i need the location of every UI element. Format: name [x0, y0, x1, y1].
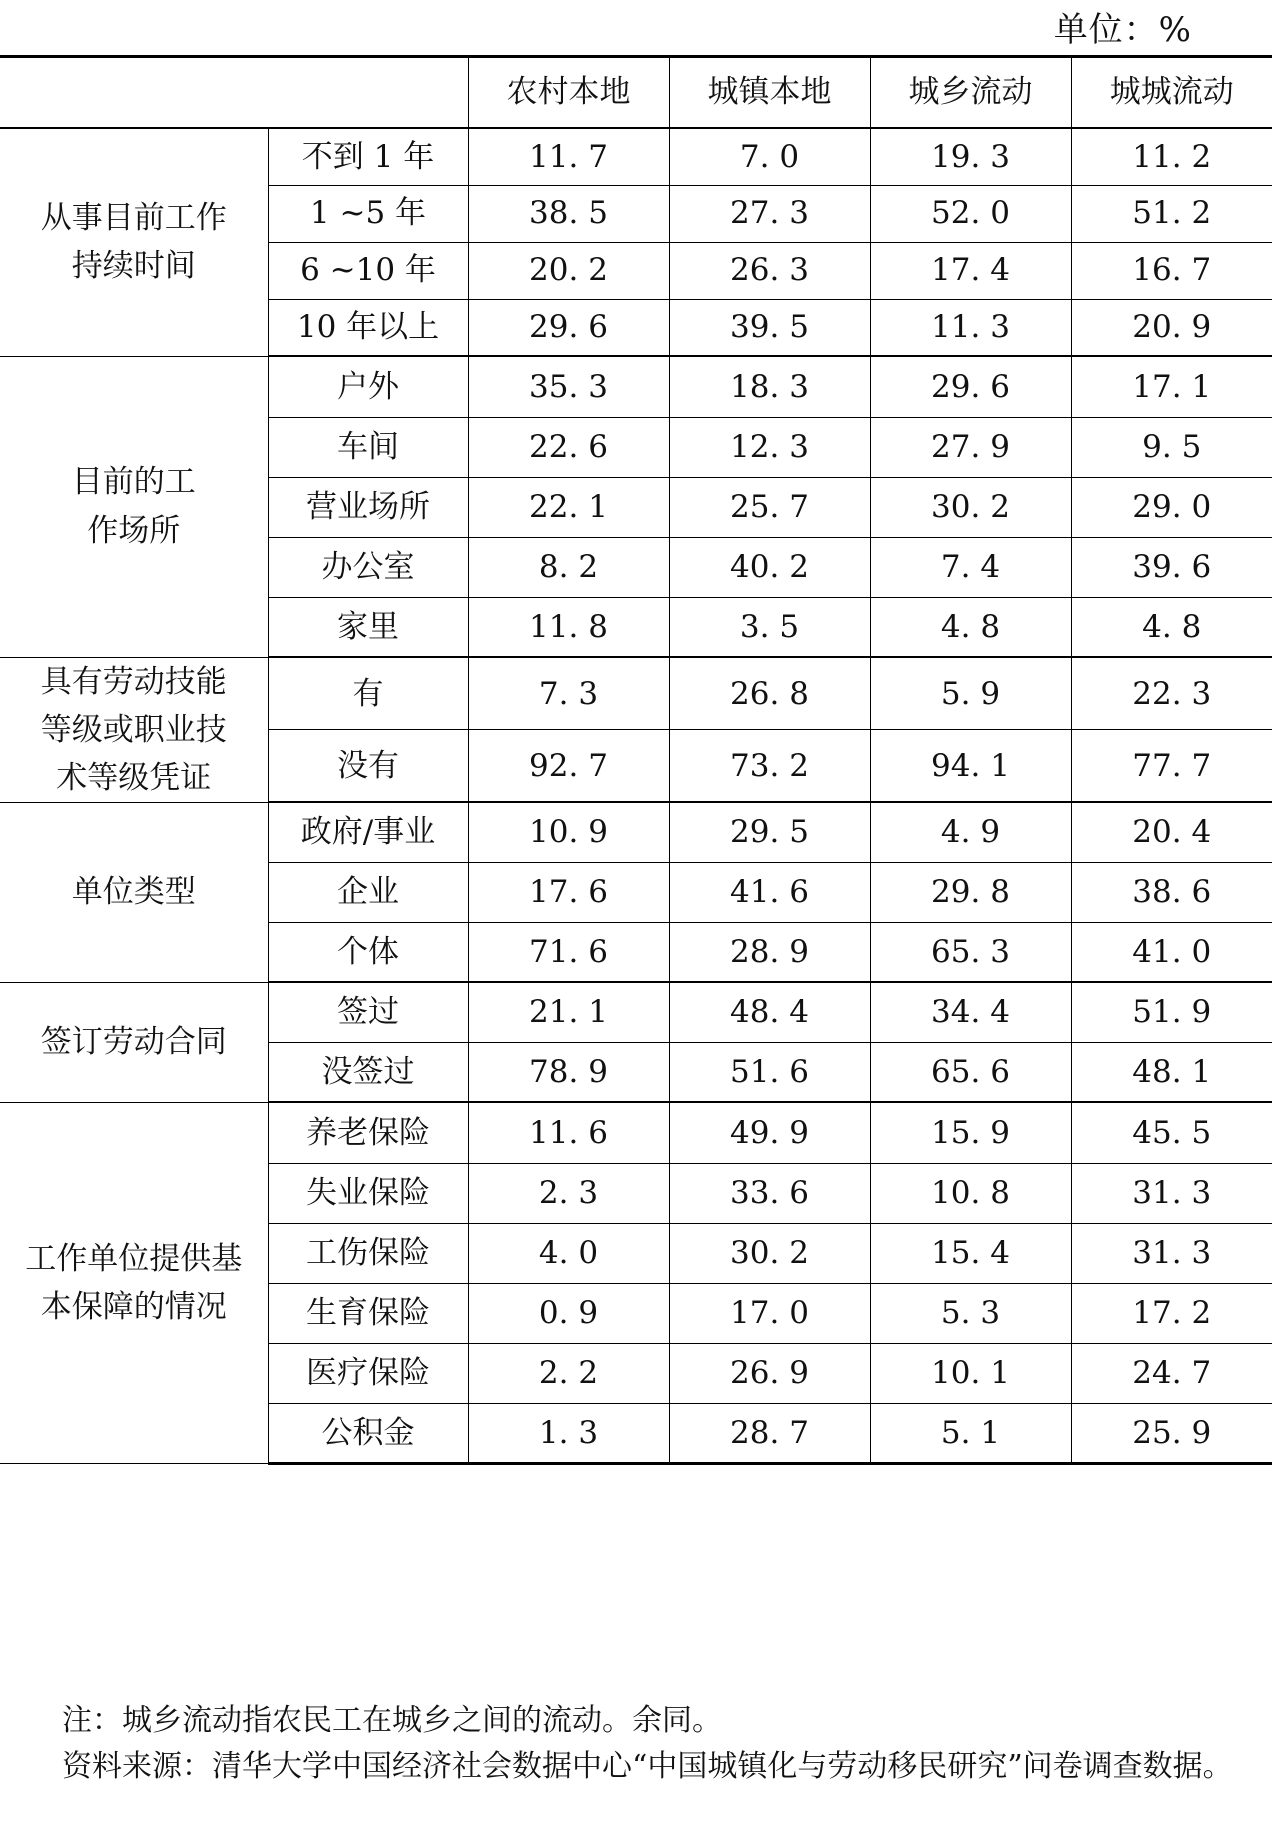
- value-cell: 73. 2: [669, 730, 870, 803]
- row-label: 家里: [268, 597, 468, 657]
- column-header: 城乡流动: [870, 57, 1071, 129]
- row-label: 户外: [268, 356, 468, 417]
- value-cell: 3. 5: [669, 597, 870, 657]
- value-cell: 10. 1: [870, 1343, 1071, 1403]
- column-header: 农村本地: [468, 57, 669, 129]
- table-body: [0, 128, 1272, 1463]
- row-label: 签过: [268, 982, 468, 1042]
- value-cell: 10. 8: [870, 1163, 1071, 1223]
- value-cell: 28. 9: [669, 922, 870, 982]
- value-cell: 24. 7: [1071, 1343, 1272, 1403]
- value-cell: 17. 4: [870, 242, 1071, 299]
- value-cell: 17. 2: [1071, 1283, 1272, 1343]
- value-cell: 25. 7: [669, 477, 870, 537]
- category-text: 单位类型: [71, 874, 196, 911]
- value-cell: 17. 0: [669, 1283, 870, 1343]
- value-cell: 51. 9: [1071, 982, 1272, 1042]
- column-header: 城城流动: [1071, 57, 1272, 129]
- value-cell: 30. 2: [870, 477, 1071, 537]
- value-cell: 26. 8: [669, 657, 870, 730]
- value-cell: 4. 9: [870, 802, 1071, 862]
- value-cell: 77. 7: [1071, 730, 1272, 803]
- row-label: 办公室: [268, 537, 468, 597]
- value-cell: 29. 8: [870, 862, 1071, 922]
- value-cell: 9. 5: [1071, 417, 1272, 477]
- value-cell: 71. 6: [468, 922, 669, 982]
- value-cell: 65. 3: [870, 922, 1071, 982]
- value-cell: 35. 3: [468, 356, 669, 417]
- value-cell: 2. 3: [468, 1163, 669, 1223]
- value-cell: 10. 9: [468, 802, 669, 862]
- table-row: [0, 1102, 1272, 1163]
- row-label: 不到 1 年: [268, 128, 468, 185]
- category-cell: [0, 128, 268, 356]
- value-cell: 2. 2: [468, 1343, 669, 1403]
- value-cell: 15. 9: [870, 1102, 1071, 1163]
- row-label: 有: [268, 657, 468, 730]
- value-cell: 45. 5: [1071, 1102, 1272, 1163]
- value-cell: 41. 0: [1071, 922, 1272, 982]
- value-cell: 30. 2: [669, 1223, 870, 1283]
- value-cell: 39. 6: [1071, 537, 1272, 597]
- category-cell: [0, 1102, 268, 1463]
- row-label: 没签过: [268, 1042, 468, 1102]
- value-cell: 78. 9: [468, 1042, 669, 1102]
- value-cell: 12. 3: [669, 417, 870, 477]
- row-label: 6 ~10 年: [268, 242, 468, 299]
- value-cell: 92. 7: [468, 730, 669, 803]
- value-cell: 22. 1: [468, 477, 669, 537]
- source-text: 资料来源：清华大学中国经济社会数据中心“中国城镇化与劳动移民研究”问卷调查数据。: [62, 1749, 1233, 1784]
- category-text: 签订劳动合同: [40, 1024, 227, 1061]
- value-cell: 94. 1: [870, 730, 1071, 803]
- value-cell: 20. 9: [1071, 299, 1272, 356]
- value-cell: 41. 6: [669, 862, 870, 922]
- value-cell: 4. 8: [870, 597, 1071, 657]
- value-cell: 18. 3: [669, 356, 870, 417]
- value-cell: 17. 1: [1071, 356, 1272, 417]
- data-table: [0, 55, 1272, 1465]
- notes: [20, 1698, 1270, 1790]
- value-cell: 4. 0: [468, 1223, 669, 1283]
- value-cell: 20. 2: [468, 242, 669, 299]
- value-cell: 1. 3: [468, 1403, 669, 1463]
- value-cell: 19. 3: [870, 128, 1071, 185]
- row-label: 营业场所: [268, 477, 468, 537]
- value-cell: 17. 6: [468, 862, 669, 922]
- value-cell: 39. 5: [669, 299, 870, 356]
- category-cell: [0, 802, 268, 982]
- value-cell: 51. 6: [669, 1042, 870, 1102]
- value-cell: 28. 7: [669, 1403, 870, 1463]
- table-row: [0, 356, 1272, 417]
- table-row: [0, 657, 1272, 730]
- value-cell: 48. 4: [669, 982, 870, 1042]
- value-cell: 33. 6: [669, 1163, 870, 1223]
- row-label: 工伤保险: [268, 1223, 468, 1283]
- value-cell: 26. 9: [669, 1343, 870, 1403]
- value-cell: 11. 8: [468, 597, 669, 657]
- table-row: [0, 128, 1272, 185]
- category-text: 从事目前工作持续时间: [40, 200, 227, 285]
- value-cell: 27. 3: [669, 185, 870, 242]
- value-cell: 51. 2: [1071, 185, 1272, 242]
- category-cell: [0, 657, 268, 802]
- value-cell: 31. 3: [1071, 1163, 1272, 1223]
- table-row: [0, 982, 1272, 1042]
- value-cell: 34. 4: [870, 982, 1071, 1042]
- value-cell: 8. 2: [468, 537, 669, 597]
- value-cell: 15. 4: [870, 1223, 1071, 1283]
- value-cell: 52. 0: [870, 185, 1071, 242]
- value-cell: 29. 0: [1071, 477, 1272, 537]
- value-cell: 11. 7: [468, 128, 669, 185]
- row-label: 医疗保险: [268, 1343, 468, 1403]
- value-cell: 29. 5: [669, 802, 870, 862]
- row-label: 失业保险: [268, 1163, 468, 1223]
- row-label: 公积金: [268, 1403, 468, 1463]
- value-cell: 5. 9: [870, 657, 1071, 730]
- value-cell: 49. 9: [669, 1102, 870, 1163]
- value-cell: 29. 6: [468, 299, 669, 356]
- row-label: 养老保险: [268, 1102, 468, 1163]
- value-cell: 26. 3: [669, 242, 870, 299]
- value-cell: 11. 2: [1071, 128, 1272, 185]
- value-cell: 5. 1: [870, 1403, 1071, 1463]
- value-cell: 7. 3: [468, 657, 669, 730]
- value-cell: 38. 5: [468, 185, 669, 242]
- category-text: 工作单位提供基本保障的情况: [25, 1240, 243, 1325]
- value-cell: 11. 3: [870, 299, 1071, 356]
- category-cell: [0, 982, 268, 1102]
- row-label: 车间: [268, 417, 468, 477]
- table-row: [0, 802, 1272, 862]
- value-cell: 7. 0: [669, 128, 870, 185]
- value-cell: 0. 9: [468, 1283, 669, 1343]
- value-cell: 65. 6: [870, 1042, 1071, 1102]
- row-label: 企业: [268, 862, 468, 922]
- column-header: 城镇本地: [669, 57, 870, 129]
- unit-label: 单位：%: [1053, 10, 1192, 50]
- header-row: [0, 57, 1272, 129]
- value-cell: 25. 9: [1071, 1403, 1272, 1463]
- header-blank: [0, 57, 468, 129]
- value-cell: 22. 6: [468, 417, 669, 477]
- row-label: 10 年以上: [268, 299, 468, 356]
- value-cell: 5. 3: [870, 1283, 1071, 1343]
- row-label: 政府/事业: [268, 802, 468, 862]
- category-text: 具有劳动技能等级或职业技术等级凭证: [40, 663, 227, 796]
- value-cell: 29. 6: [870, 356, 1071, 417]
- value-cell: 4. 8: [1071, 597, 1272, 657]
- value-cell: 31. 3: [1071, 1223, 1272, 1283]
- value-cell: 22. 3: [1071, 657, 1272, 730]
- value-cell: 27. 9: [870, 417, 1071, 477]
- note-text: 注：城乡流动指农民工在城乡之间的流动。余同。: [62, 1703, 722, 1738]
- value-cell: 38. 6: [1071, 862, 1272, 922]
- value-cell: 16. 7: [1071, 242, 1272, 299]
- value-cell: 7. 4: [870, 537, 1071, 597]
- value-cell: 20. 4: [1071, 802, 1272, 862]
- category-cell: [0, 356, 268, 657]
- value-cell: 48. 1: [1071, 1042, 1272, 1102]
- category-text: 目前的工作场所: [71, 464, 196, 549]
- row-label: 生育保险: [268, 1283, 468, 1343]
- value-cell: 21. 1: [468, 982, 669, 1042]
- row-label: 个体: [268, 922, 468, 982]
- row-label: 1 ~5 年: [268, 185, 468, 242]
- row-label: 没有: [268, 730, 468, 803]
- value-cell: 11. 6: [468, 1102, 669, 1163]
- value-cell: 40. 2: [669, 537, 870, 597]
